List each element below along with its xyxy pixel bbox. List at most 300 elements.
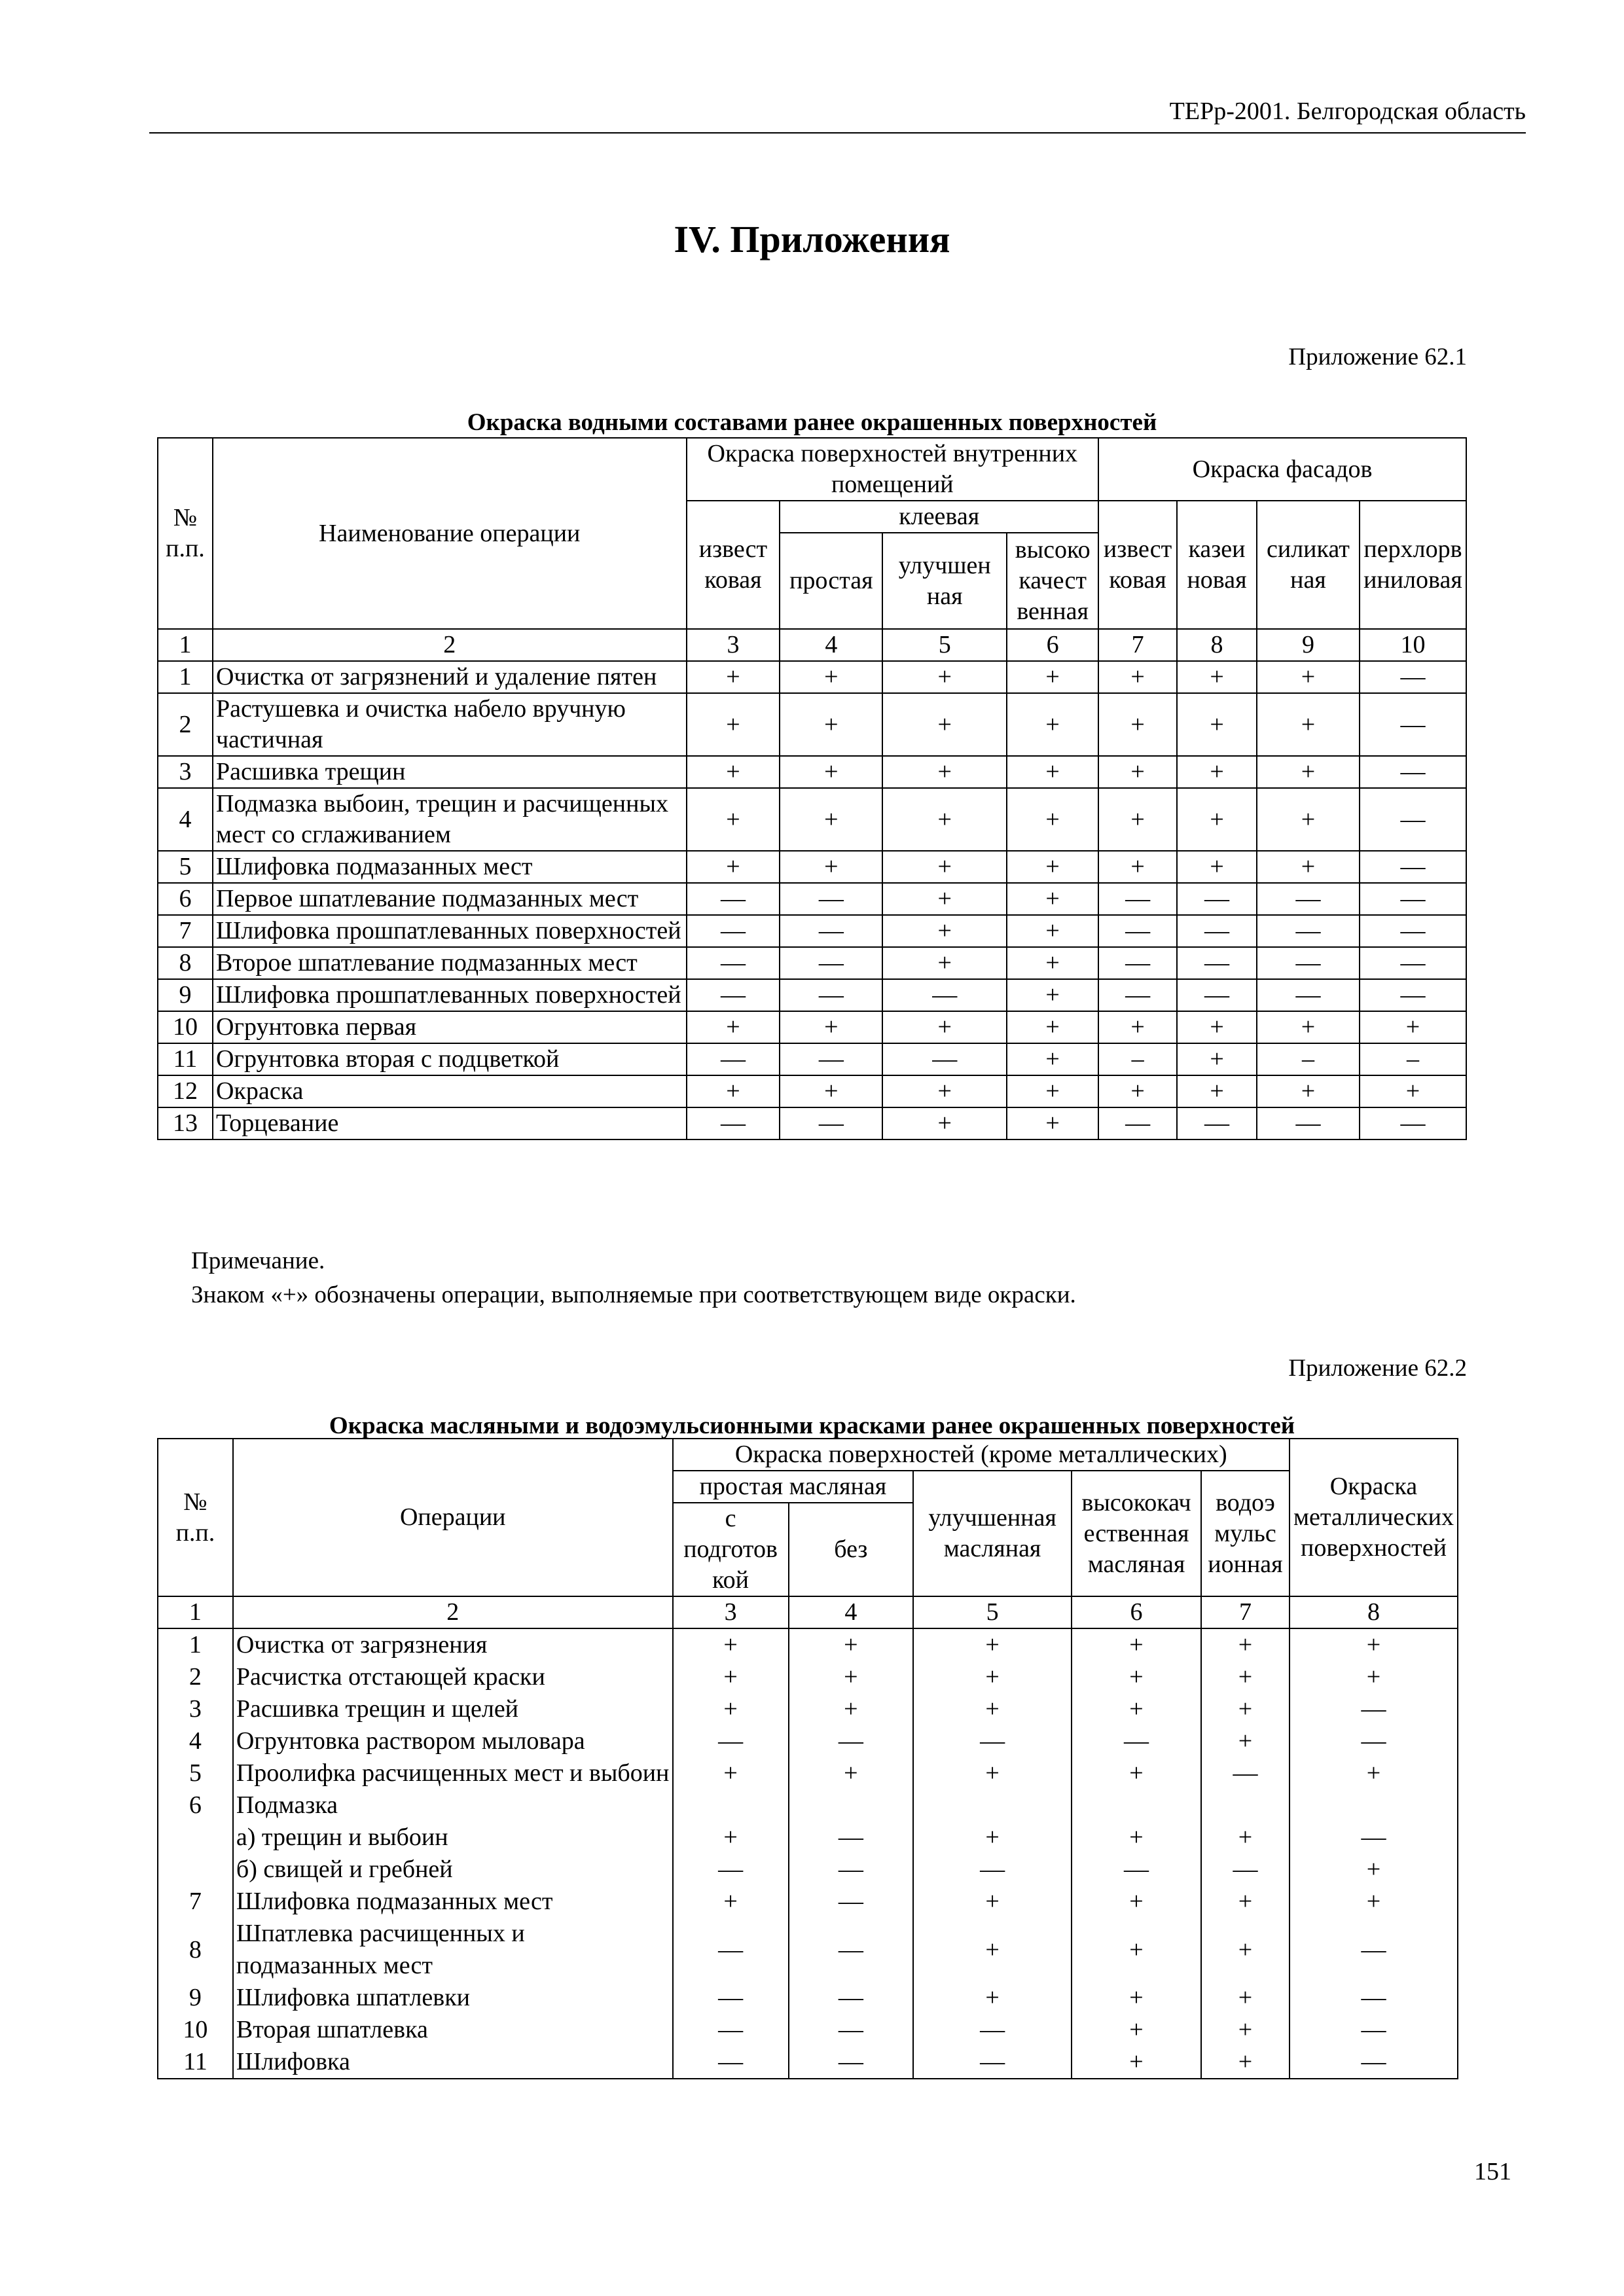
operation-name: Шлифовка шпатлевки: [233, 1982, 673, 2014]
mark-cell: +: [687, 661, 780, 693]
mark-cell: +: [1007, 851, 1098, 883]
colnum: 4: [789, 1596, 914, 1628]
colnum: 5: [913, 1596, 1072, 1628]
operation-name: Шлифовка подмазанных мест: [213, 851, 687, 883]
mark-cell: +: [1098, 1075, 1177, 1107]
col-8-header: казеи новая: [1177, 501, 1257, 629]
mark-cell: +: [1072, 1628, 1201, 1661]
row-number: 9: [158, 979, 213, 1011]
mark-cell: +: [1201, 2046, 1290, 2079]
mark-cell: +: [1098, 788, 1177, 851]
mark-cell: —: [1177, 1107, 1257, 1139]
mark-cell: —: [1360, 693, 1466, 756]
table-row: [158, 1043, 1466, 1075]
row-number: 7: [158, 915, 213, 947]
colnum: 9: [1257, 629, 1360, 661]
colnum: 7: [1098, 629, 1177, 661]
mark-cell: —: [1290, 1821, 1458, 1854]
mark-cell: +: [1201, 1693, 1290, 1725]
colnum: 8: [1177, 629, 1257, 661]
mark-cell: +: [882, 1011, 1007, 1043]
mark-cell: +: [882, 661, 1007, 693]
mark-cell: +: [913, 1757, 1072, 1789]
table-row: [158, 883, 1466, 915]
mark-cell: —: [1177, 947, 1257, 979]
table-1: [157, 437, 1467, 1140]
mark-cell: +: [1177, 1075, 1257, 1107]
mark-cell: —: [789, 1854, 914, 1886]
operation-name: Растушевка и очистка набело вручную частичная: [213, 693, 687, 756]
mark-cell: +: [1201, 1725, 1290, 1757]
mark-cell: +: [780, 693, 882, 756]
mark-cell: +: [1360, 1075, 1466, 1107]
mark-cell: +: [1072, 2046, 1201, 2079]
colnum: 2: [233, 1596, 673, 1628]
table-row: [158, 1661, 1458, 1693]
table-row: [158, 788, 1466, 851]
operation-name: Огрунтовка первая: [213, 1011, 687, 1043]
mark-cell: +: [780, 661, 882, 693]
running-header: ТЕРр-2001. Белгородская область: [149, 97, 1526, 134]
mark-cell: —: [789, 1982, 914, 2014]
group-header: Окраска поверхностей (кроме металлических): [673, 1439, 1290, 1471]
mark-cell: +: [1257, 756, 1360, 788]
operation-name: Расшивка трещин и щелей: [233, 1693, 673, 1725]
mark-cell: —: [1290, 1982, 1458, 2014]
mark-cell: +: [1257, 1075, 1360, 1107]
row-number: 7: [158, 1886, 233, 1918]
mark-cell: —: [1257, 979, 1360, 1011]
col-6-header: высококач ественная масляная: [1072, 1471, 1201, 1596]
colnum: 7: [1201, 1596, 1290, 1628]
operation-name: Огрунтовка раствором мыловара: [233, 1725, 673, 1757]
mark-cell: —: [673, 2014, 789, 2046]
mark-cell: +: [1072, 1693, 1201, 1725]
col-10-header: перхлорв иниловая: [1360, 501, 1466, 629]
row-number: 10: [158, 2014, 233, 2046]
mark-cell: +: [882, 1075, 1007, 1107]
mark-cell: +: [913, 1661, 1072, 1693]
operation-name: Огрунтовка вторая с подцветкой: [213, 1043, 687, 1075]
mark-cell: +: [673, 1661, 789, 1693]
mark-cell: +: [1007, 693, 1098, 756]
operation-name: Проолифка расчищенных мест и выбоин: [233, 1757, 673, 1789]
mark-cell: +: [913, 1982, 1072, 2014]
mark-cell: +: [1201, 1661, 1290, 1693]
mark-cell: —: [1257, 947, 1360, 979]
mark-cell: +: [1007, 979, 1098, 1011]
table-row: [158, 2046, 1458, 2079]
mark-cell: —: [789, 1918, 914, 1982]
mark-cell: +: [882, 947, 1007, 979]
mark-cell: +: [789, 1693, 914, 1725]
mark-cell: +: [913, 1693, 1072, 1725]
operation-name: Очистка от загрязнений и удаление пятен: [213, 661, 687, 693]
mark-cell: +: [1072, 1757, 1201, 1789]
row-number: 3: [158, 756, 213, 788]
mark-cell: +: [1007, 756, 1098, 788]
mark-cell: —: [780, 915, 882, 947]
operation-name: Подмазка: [233, 1789, 673, 1821]
row-number: 11: [158, 2046, 233, 2079]
mark-cell: +: [1098, 1011, 1177, 1043]
mark-cell: —: [1290, 1725, 1458, 1757]
row-number: 11: [158, 1043, 213, 1075]
table-row: [158, 1789, 1458, 1821]
note-label: Примечание.: [191, 1247, 325, 1274]
group-facade-header: Окраска фасадов: [1098, 438, 1466, 501]
row-number: 13: [158, 1107, 213, 1139]
row-number: 4: [158, 1725, 233, 1757]
mark-cell: +: [780, 1011, 882, 1043]
table-row: [158, 1725, 1458, 1757]
mark-cell: —: [780, 979, 882, 1011]
mark-cell: +: [1290, 1628, 1458, 1661]
operation-name: Подмазка выбоин, трещин и расчищенных мест со сглаживанием: [213, 788, 687, 851]
mark-cell: +: [1007, 1107, 1098, 1139]
mark-cell: +: [1257, 788, 1360, 851]
mark-cell: —: [780, 1107, 882, 1139]
col-name-header: Операции: [233, 1439, 673, 1596]
table-1-body: [158, 661, 1466, 1139]
mark-cell: +: [1177, 693, 1257, 756]
mark-cell: —: [687, 947, 780, 979]
mark-cell: +: [913, 1918, 1072, 1982]
mark-cell: +: [1007, 1011, 1098, 1043]
colnum-row: [158, 629, 1466, 661]
row-number: 8: [158, 1918, 233, 1982]
mark-cell: —: [1098, 1107, 1177, 1139]
col-9-header: силикат ная: [1257, 501, 1360, 629]
colnum: 10: [1360, 629, 1466, 661]
table-row: [158, 1107, 1466, 1139]
mark-cell: —: [1072, 1854, 1201, 1886]
table-row: [158, 979, 1466, 1011]
mark-cell: [1201, 1789, 1290, 1821]
mark-cell: +: [882, 788, 1007, 851]
mark-cell: —: [913, 2046, 1072, 2079]
col-num-header: № п.п.: [158, 438, 213, 629]
mark-cell: +: [1007, 947, 1098, 979]
colnum-row: [158, 1596, 1458, 1628]
colnum: 5: [882, 629, 1007, 661]
table-2: [157, 1438, 1458, 2079]
mark-cell: —: [1072, 1725, 1201, 1757]
table-row: [158, 1886, 1458, 1918]
mark-cell: —: [913, 1854, 1072, 1886]
page-title: IV. Приложения: [674, 218, 950, 260]
mark-cell: +: [780, 756, 882, 788]
row-number: 5: [158, 851, 213, 883]
mark-cell: +: [780, 788, 882, 851]
mark-cell: +: [687, 851, 780, 883]
mark-cell: —: [673, 1982, 789, 2014]
appendix-1-label: Приложение 62.1: [1288, 344, 1467, 370]
row-number: 9: [158, 1982, 233, 2014]
mark-cell: +: [780, 1075, 882, 1107]
table-row: [158, 947, 1466, 979]
mark-cell: –: [1098, 1043, 1177, 1075]
row-number: 2: [158, 1661, 233, 1693]
mark-cell: —: [673, 2046, 789, 2079]
col-name-header: Наименование операции: [213, 438, 687, 629]
mark-cell: —: [687, 883, 780, 915]
mark-cell: —: [1290, 2014, 1458, 2046]
mark-cell: [1072, 1789, 1201, 1821]
mark-cell: +: [1072, 2014, 1201, 2046]
mark-cell: +: [1290, 1854, 1458, 1886]
mark-cell: —: [780, 1043, 882, 1075]
operation-name: Торцевание: [213, 1107, 687, 1139]
mark-cell: —: [1360, 756, 1466, 788]
mark-cell: +: [687, 1075, 780, 1107]
mark-cell: —: [1290, 2046, 1458, 2079]
mark-cell: —: [1360, 851, 1466, 883]
mark-cell: [913, 1789, 1072, 1821]
table-2-title: Окраска масляными и водоэмульсионными красками ранее окрашенных поверхностей: [329, 1412, 1295, 1439]
mark-cell: +: [1177, 756, 1257, 788]
mark-cell: —: [913, 1725, 1072, 1757]
mark-cell: —: [1177, 883, 1257, 915]
mark-cell: —: [789, 1725, 914, 1757]
row-number: 1: [158, 661, 213, 693]
table-row: [158, 851, 1466, 883]
mark-cell: —: [1201, 1757, 1290, 1789]
mark-cell: +: [1290, 1757, 1458, 1789]
colnum: 3: [673, 1596, 789, 1628]
appendix-2-label: Приложение 62.2: [1288, 1355, 1467, 1382]
colnum: 6: [1072, 1596, 1201, 1628]
mark-cell: —: [1098, 915, 1177, 947]
mark-cell: +: [913, 1821, 1072, 1854]
operation-name: Шлифовка прошпатлеванных поверхностей: [213, 915, 687, 947]
table-1-title: Окраска водными составами ранее окрашенных поверхностей: [467, 409, 1157, 436]
mark-cell: +: [780, 851, 882, 883]
mark-cell: +: [1177, 661, 1257, 693]
row-number: 5: [158, 1757, 233, 1789]
mark-cell: +: [1201, 1918, 1290, 1982]
mark-cell: —: [913, 2014, 1072, 2046]
table-row: [158, 1982, 1458, 2014]
colnum: 6: [1007, 629, 1098, 661]
operation-name: б) свищей и гребней: [233, 1854, 673, 1886]
mark-cell: —: [789, 1821, 914, 1854]
mark-cell: +: [1072, 1918, 1201, 1982]
operation-name: Очистка от загрязнения: [233, 1628, 673, 1661]
colnum: 1: [158, 629, 213, 661]
mark-cell: +: [913, 1886, 1072, 1918]
mark-cell: +: [1177, 788, 1257, 851]
mark-cell: +: [1177, 851, 1257, 883]
mark-cell: —: [1257, 1107, 1360, 1139]
mark-cell: [1290, 1789, 1458, 1821]
mark-cell: +: [673, 1693, 789, 1725]
operation-name: Первое шпатлевание подмазанных мест: [213, 883, 687, 915]
col-7-header: водоэ мульс ионная: [1201, 1471, 1290, 1596]
row-number: 3: [158, 1693, 233, 1725]
mark-cell: +: [1201, 1982, 1290, 2014]
mark-cell: +: [1098, 756, 1177, 788]
mark-cell: +: [687, 756, 780, 788]
operation-name: Расшивка трещин: [213, 756, 687, 788]
note-text: Знаком «+» обозначены операции, выполняемые при соответствующем виде окраски.: [191, 1282, 1076, 1308]
mark-cell: +: [687, 693, 780, 756]
mark-cell: +: [1007, 1043, 1098, 1075]
mark-cell: +: [1360, 1011, 1466, 1043]
col-3-header: извест ковая: [687, 501, 780, 629]
row-number: 2: [158, 693, 213, 756]
mark-cell: +: [687, 1011, 780, 1043]
mark-cell: +: [882, 851, 1007, 883]
mark-cell: —: [1177, 915, 1257, 947]
simple-oil-header: простая масляная: [673, 1471, 914, 1503]
colnum: 1: [158, 1596, 233, 1628]
glue-header: клеевая: [780, 501, 1098, 533]
mark-cell: +: [1072, 1886, 1201, 1918]
mark-cell: —: [1360, 788, 1466, 851]
mark-cell: —: [687, 1043, 780, 1075]
mark-cell: +: [1007, 1075, 1098, 1107]
mark-cell: —: [1290, 1693, 1458, 1725]
mark-cell: —: [1177, 979, 1257, 1011]
operation-name: Расчистка отстающей краски: [233, 1661, 673, 1693]
mark-cell: —: [687, 915, 780, 947]
mark-cell: —: [1257, 883, 1360, 915]
mark-cell: +: [1007, 788, 1098, 851]
mark-cell: +: [882, 756, 1007, 788]
col-7-header: извест ковая: [1098, 501, 1177, 629]
mark-cell: —: [1360, 883, 1466, 915]
row-number: 6: [158, 1789, 233, 1821]
mark-cell: +: [1072, 1661, 1201, 1693]
mark-cell: –: [1257, 1043, 1360, 1075]
mark-cell: +: [1257, 1011, 1360, 1043]
table-2-body: [158, 1628, 1458, 2079]
col-4-header: простая: [780, 533, 882, 629]
mark-cell: +: [1257, 693, 1360, 756]
mark-cell: —: [673, 1918, 789, 1982]
mark-cell: +: [1257, 661, 1360, 693]
mark-cell: —: [1098, 947, 1177, 979]
row-number: 8: [158, 947, 213, 979]
row-number: [158, 1854, 233, 1886]
operation-name: Окраска: [213, 1075, 687, 1107]
mark-cell: —: [673, 1725, 789, 1757]
mark-cell: —: [1201, 1854, 1290, 1886]
mark-cell: —: [780, 883, 882, 915]
row-number: 6: [158, 883, 213, 915]
mark-cell: —: [687, 979, 780, 1011]
operation-name: Шлифовка прошпатлеванных поверхностей: [213, 979, 687, 1011]
mark-cell: +: [1257, 851, 1360, 883]
mark-cell: +: [1290, 1661, 1458, 1693]
mark-cell: +: [1177, 1043, 1257, 1075]
mark-cell: +: [1201, 1628, 1290, 1661]
mark-cell: —: [780, 947, 882, 979]
row-number: [158, 1821, 233, 1854]
col-5-header: улучшенная масляная: [913, 1471, 1072, 1596]
row-number: 12: [158, 1075, 213, 1107]
mark-cell: +: [1072, 1821, 1201, 1854]
mark-cell: +: [1201, 1886, 1290, 1918]
operation-name: Шпатлевка расчищенных и подмазанных мест: [233, 1918, 673, 1982]
mark-cell: +: [1177, 1011, 1257, 1043]
col-4-header: без: [789, 1503, 914, 1596]
colnum: 2: [213, 629, 687, 661]
colnum: 8: [1290, 1596, 1458, 1628]
colnum: 4: [780, 629, 882, 661]
table-row: [158, 756, 1466, 788]
col-6-header: высоко качест венная: [1007, 533, 1098, 629]
mark-cell: —: [1360, 979, 1466, 1011]
mark-cell: —: [882, 979, 1007, 1011]
mark-cell: [673, 1789, 789, 1821]
mark-cell: —: [1360, 1107, 1466, 1139]
mark-cell: —: [789, 2046, 914, 2079]
mark-cell: +: [1072, 1982, 1201, 2014]
mark-cell: +: [1201, 1821, 1290, 1854]
col-8-header: Окраска металлических поверхностей: [1290, 1439, 1458, 1596]
mark-cell: +: [1098, 661, 1177, 693]
col-num-header: № п.п.: [158, 1439, 233, 1596]
operation-name: Вторая шпатлевка: [233, 2014, 673, 2046]
table-row: [158, 1757, 1458, 1789]
page-number: 151: [1474, 2158, 1511, 2185]
mark-cell: —: [1360, 947, 1466, 979]
mark-cell: +: [1098, 851, 1177, 883]
mark-cell: +: [673, 1821, 789, 1854]
table-row: [158, 1821, 1458, 1854]
mark-cell: +: [687, 788, 780, 851]
mark-cell: +: [1007, 661, 1098, 693]
mark-cell: —: [1257, 915, 1360, 947]
mark-cell: —: [789, 1886, 914, 1918]
mark-cell: —: [789, 2014, 914, 2046]
mark-cell: +: [673, 1757, 789, 1789]
mark-cell: —: [1360, 915, 1466, 947]
mark-cell: –: [1360, 1043, 1466, 1075]
table-row: [158, 1628, 1458, 1661]
row-number: 4: [158, 788, 213, 851]
operation-name: Второе шпатлевание подмазанных мест: [213, 947, 687, 979]
mark-cell: +: [1007, 883, 1098, 915]
col-5-header: улучшен ная: [882, 533, 1007, 629]
mark-cell: +: [673, 1628, 789, 1661]
mark-cell: —: [673, 1854, 789, 1886]
mark-cell: +: [789, 1628, 914, 1661]
mark-cell: +: [882, 883, 1007, 915]
table-row: [158, 1693, 1458, 1725]
operation-name: а) трещин и выбоин: [233, 1821, 673, 1854]
colnum: 3: [687, 629, 780, 661]
mark-cell: +: [789, 1757, 914, 1789]
mark-cell: +: [882, 915, 1007, 947]
mark-cell: —: [1098, 979, 1177, 1011]
table-row: [158, 915, 1466, 947]
table-row: [158, 661, 1466, 693]
operation-name: Шлифовка: [233, 2046, 673, 2079]
mark-cell: [789, 1789, 914, 1821]
mark-cell: +: [1290, 1886, 1458, 1918]
table-row: [158, 693, 1466, 756]
table-row: [158, 1918, 1458, 1982]
operation-name: Шлифовка подмазанных мест: [233, 1886, 673, 1918]
row-number: 10: [158, 1011, 213, 1043]
row-number: 1: [158, 1628, 233, 1661]
mark-cell: +: [789, 1661, 914, 1693]
mark-cell: —: [1098, 883, 1177, 915]
group-interior-header: Окраска поверхностей внутренних помещений: [687, 438, 1099, 501]
